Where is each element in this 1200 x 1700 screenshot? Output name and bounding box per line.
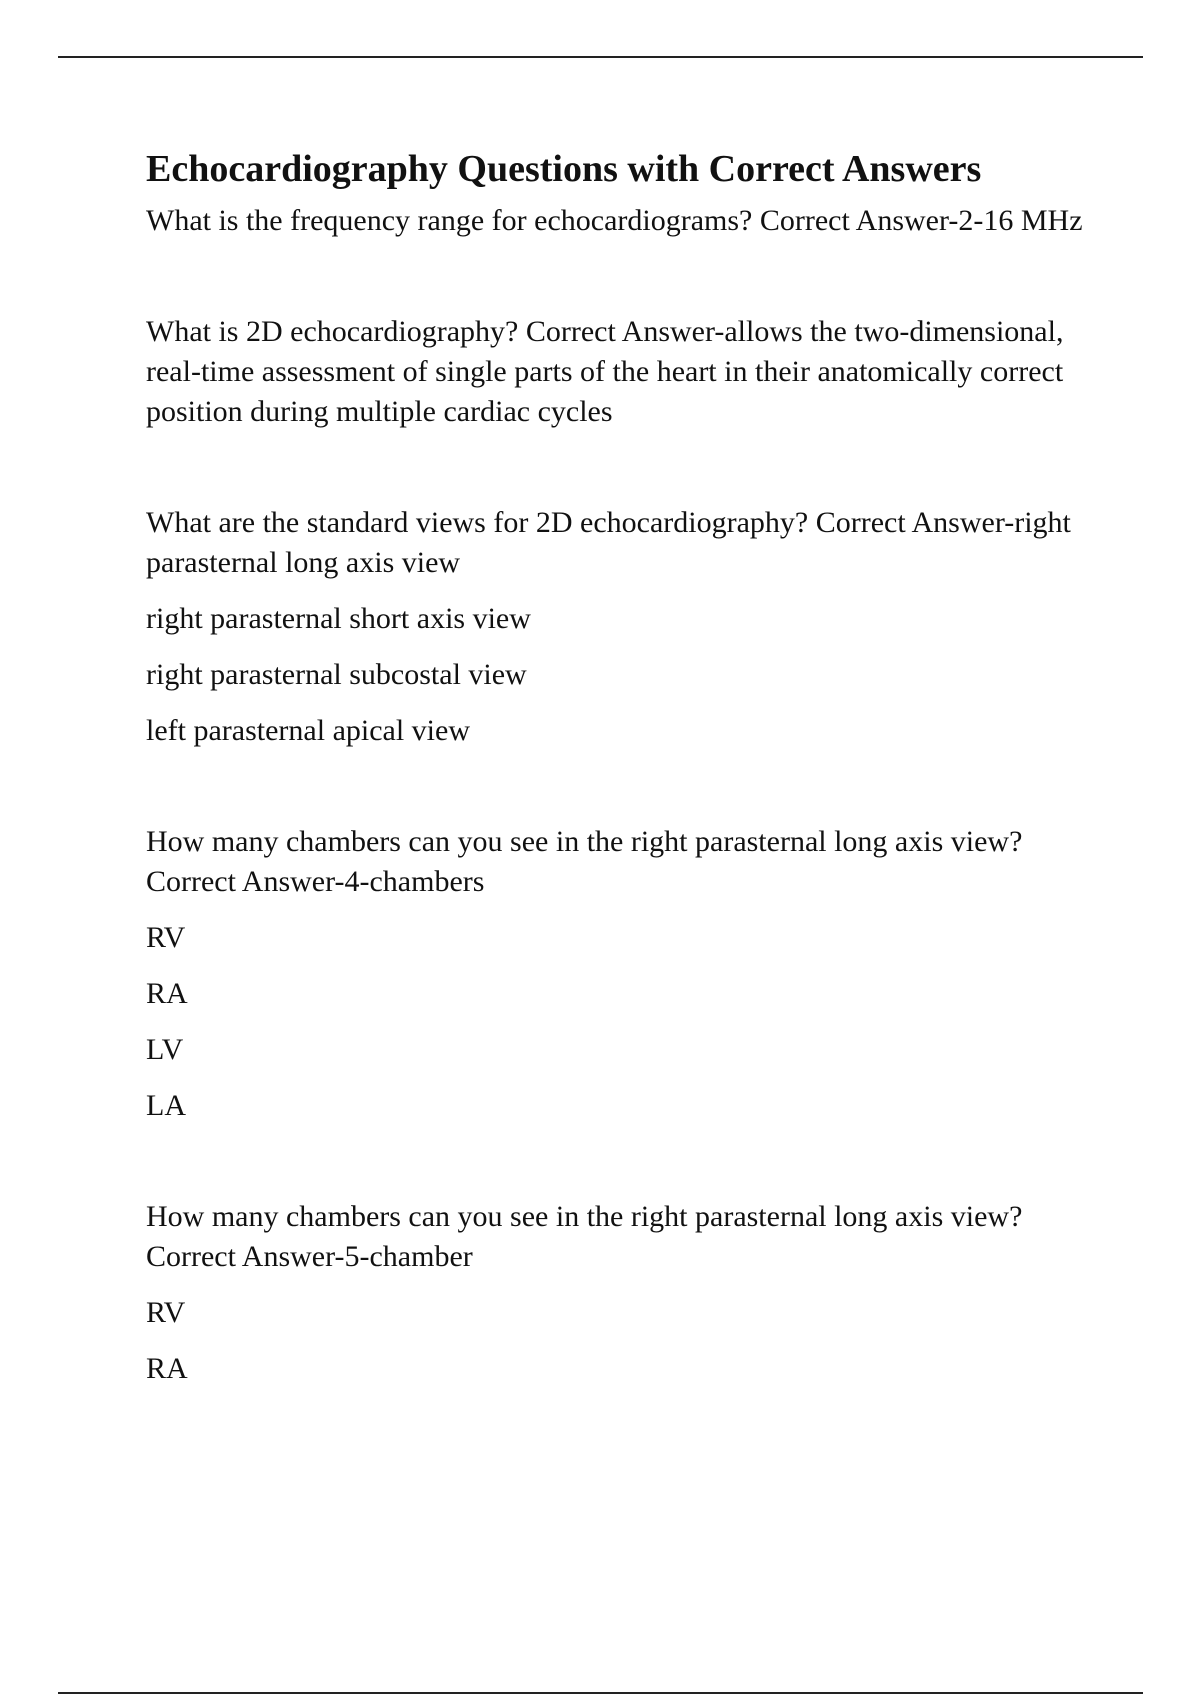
footer-rule <box>58 1692 1143 1694</box>
qa-block-5 <box>146 1197 1096 1389</box>
document-title: Echocardiography Questions with Correct Answers <box>146 148 982 190</box>
answer-list-item: RV <box>146 921 186 954</box>
answer-list-item: left parasternal apical view <box>146 714 470 747</box>
qa-block-4 <box>146 822 1096 1126</box>
qa-block-1 <box>146 201 1096 241</box>
answer-list-item: LV <box>146 1033 184 1066</box>
answer-list-item: right parasternal short axis view <box>146 602 531 635</box>
answer-list-item: RV <box>146 1296 186 1329</box>
qa-block-3 <box>146 503 1096 751</box>
qa-text: How many chambers can you see in the right parasternal long axis view? Correct Answer-4-chambers <box>146 825 1023 898</box>
qa-text: What is the frequency range for echocardiograms? Correct Answer-2-16 MHz <box>146 204 1083 237</box>
answer-list-item: RA <box>146 977 188 1010</box>
answer-list-item: right parasternal subcostal view <box>146 658 527 691</box>
header-rule <box>58 56 1143 58</box>
qa-text: How many chambers can you see in the right parasternal long axis view? Correct Answer-5-chamber <box>146 1200 1023 1273</box>
qa-text: What are the standard views for 2D echocardiography? Correct Answer-right parasternal long axis view <box>146 506 1071 579</box>
qa-block-2 <box>146 312 1096 432</box>
qa-text: What is 2D echocardiography? Correct Answer-allows the two-dimensional, real-time assessment of single parts of the heart in their anatomically correct position during multiple cardiac cycles <box>146 315 1064 428</box>
answer-list-item: RA <box>146 1352 188 1385</box>
document-body <box>146 145 1096 1389</box>
answer-list-item: LA <box>146 1089 186 1122</box>
